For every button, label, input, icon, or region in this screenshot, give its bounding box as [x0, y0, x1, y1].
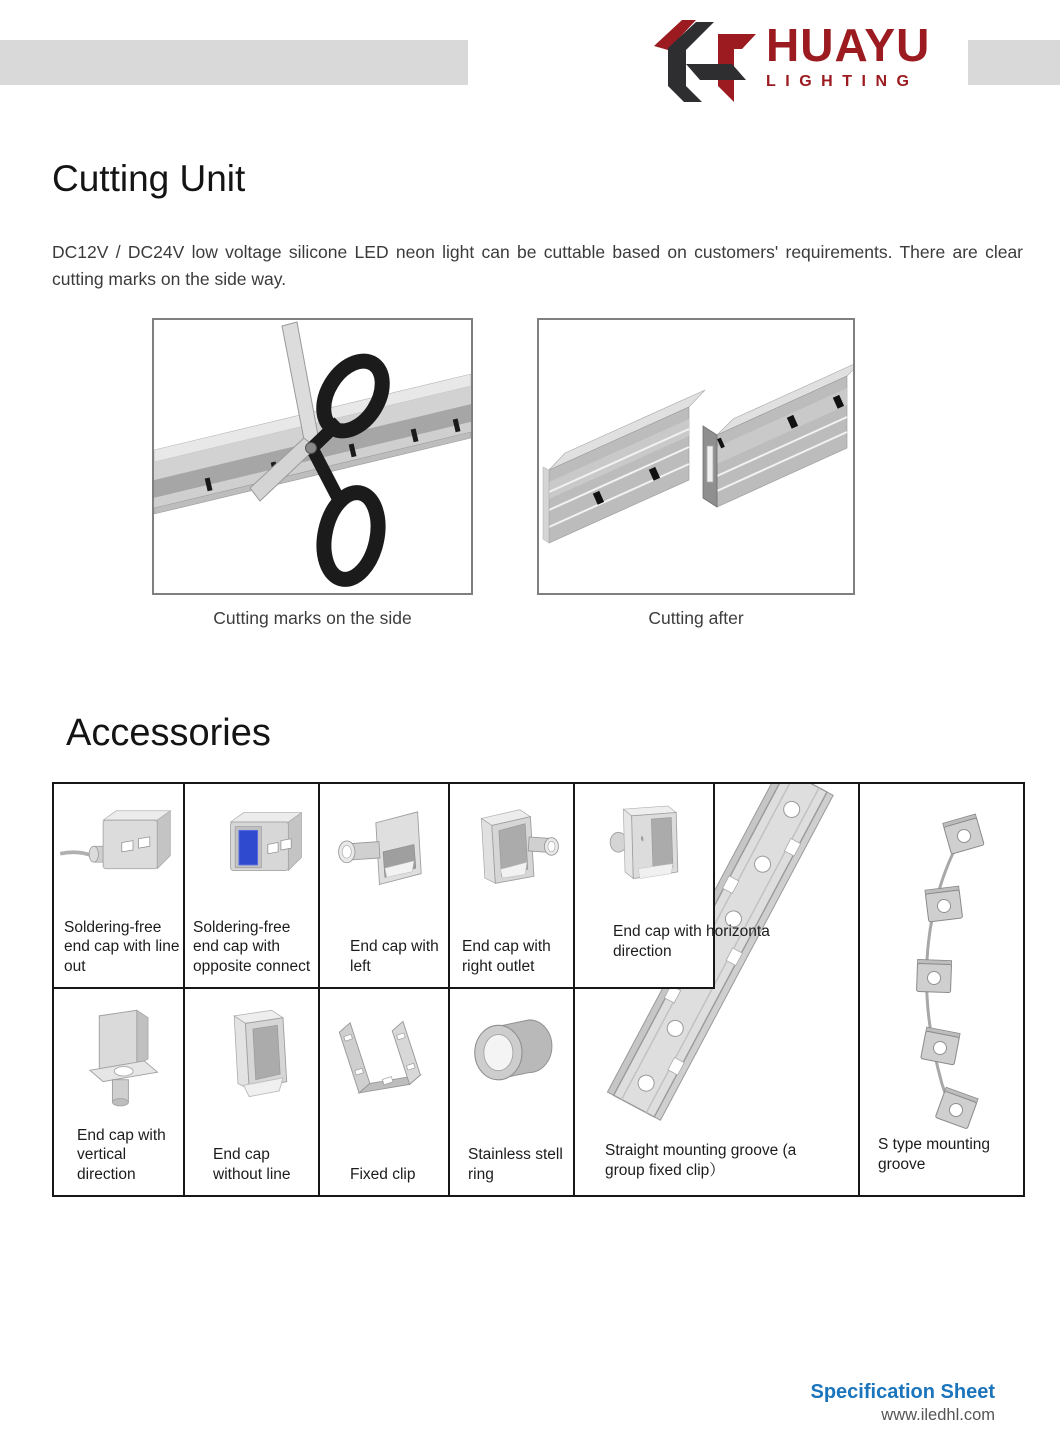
accessory-cell [320, 784, 448, 989]
accessory-label: Fixed clip [350, 1166, 416, 1184]
page-footer [811, 1381, 996, 1425]
accessory-label: End cap with vertical direction [77, 1126, 166, 1184]
accessory-label: Soldering-free end cap with line out [64, 918, 180, 976]
scissors-cutting-strip-figure-icon [154, 320, 471, 593]
s-type-mounting-groove-icon [860, 784, 1023, 1195]
cutting-unit-description: DC12V / DC24V low voltage silicone LED neon light can be cuttable based on customers' requirements. There are clear cutting marks on the side way. [52, 242, 1023, 290]
fixed-clip-icon [323, 999, 445, 1121]
accessory-cell [54, 784, 183, 989]
cut-strips-figure-icon [539, 320, 853, 593]
s-type-mounting-groove-cell [860, 784, 1023, 1195]
accessory-label: End cap without line [213, 1146, 291, 1184]
end-cap-right-outlet-icon [455, 794, 569, 906]
brand-name: HUAYU [766, 19, 931, 71]
website-label: www.iledhl.com [881, 1406, 995, 1424]
figure-caption-cutting-marks: Cutting marks on the side [213, 608, 412, 628]
cutting-unit-title: Cutting Unit [52, 158, 246, 199]
brand-subtitle: LIGHTING [766, 73, 919, 90]
huayu-logo-text [766, 19, 931, 91]
figure-cutting-marks [152, 318, 473, 595]
end-cap-opposite-connect-icon [191, 794, 313, 906]
huayu-logo-mark-icon [648, 18, 760, 104]
figure-caption-cutting-after: Cutting after [648, 608, 744, 628]
stainless-steel-ring-icon [453, 999, 571, 1117]
end-cap-without-line-icon [191, 999, 313, 1121]
accessory-cell [320, 989, 448, 1195]
straight-mounting-groove-cell [575, 784, 860, 1195]
accessories-column-1 [54, 784, 185, 1195]
accessories-column-4 [450, 784, 575, 1195]
accessories-column-2 [185, 784, 320, 1195]
accessories-column-3 [320, 784, 450, 1195]
huayu-logo [648, 18, 930, 104]
header-left-bar [0, 40, 468, 85]
accessory-label: End cap with left [350, 938, 439, 976]
accessory-label: Stainless stell ring [468, 1146, 563, 1184]
accessory-cell [185, 784, 318, 989]
end-cap-horizontal-cell [575, 784, 770, 989]
accessory-cell [450, 784, 573, 989]
end-cap-left-icon [325, 794, 443, 906]
accessory-label: End cap with horizonta direction [613, 923, 770, 960]
doc-type-label: Specification Sheet [810, 1381, 995, 1403]
end-cap-line-out-icon [58, 794, 180, 906]
accessory-cell [54, 989, 183, 1195]
accessory-cell [450, 989, 573, 1195]
accessory-cell [185, 989, 318, 1195]
end-cap-vertical-direction-icon [58, 999, 180, 1121]
accessory-label: S type mounting groove [878, 1135, 991, 1173]
accessories-table [52, 782, 1025, 1197]
accessory-label: End cap with right outlet [462, 938, 551, 976]
header-right-bar [968, 40, 1060, 85]
end-cap-horizontal-direction-icon [590, 796, 698, 900]
figure-cutting-after [537, 318, 855, 595]
accessory-label: Straight mounting groove (a group fixed clip） [605, 1141, 797, 1179]
accessory-label: Soldering-free end cap with opposite connect [193, 918, 311, 976]
accessories-title: Accessories [66, 712, 271, 754]
